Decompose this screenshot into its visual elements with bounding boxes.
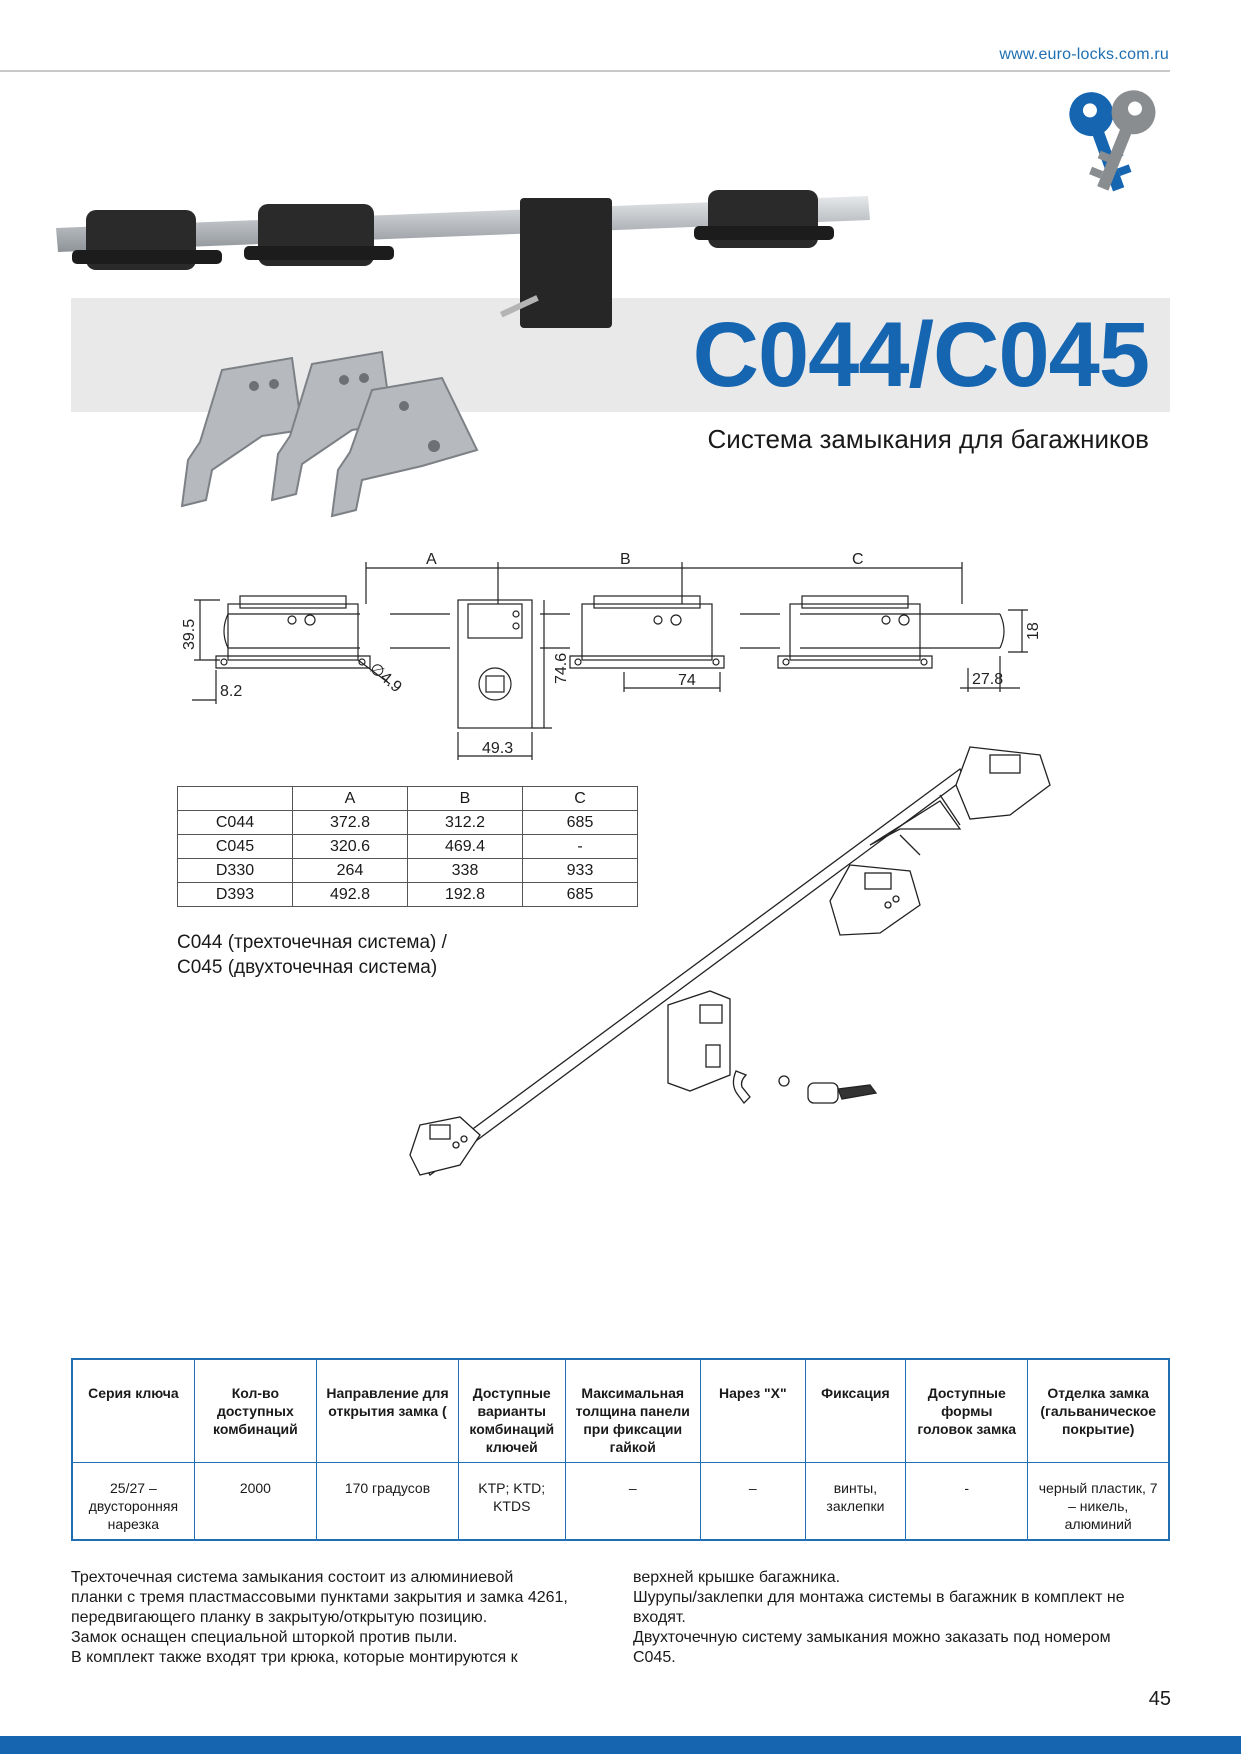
table-cell: – xyxy=(700,1463,805,1541)
site-url[interactable]: www.euro-locks.com.ru xyxy=(999,46,1169,63)
assembly-drawing xyxy=(400,745,1060,1275)
table-cell: 320.6 xyxy=(293,835,408,859)
table-row xyxy=(72,1463,1169,1541)
description-line: В комплект также входят три крюка, которые монтируются к xyxy=(71,1649,518,1666)
table-cell: винты, заклепки xyxy=(805,1463,905,1541)
lock-point-left xyxy=(216,596,370,668)
assembly-washer xyxy=(779,1076,789,1086)
table-cell: 933 xyxy=(523,859,638,883)
description-left xyxy=(71,1568,611,1668)
dim-spacing: 74 xyxy=(678,672,696,689)
table-cell: D393 xyxy=(178,883,293,907)
page-title: C044/C045 xyxy=(692,304,1149,406)
lock-body xyxy=(458,600,532,728)
table-header-cell: Кол-во доступных комбинаций xyxy=(194,1359,316,1463)
top-rule xyxy=(0,70,1170,72)
table-cell: 469.4 xyxy=(408,835,523,859)
table-cell: 25/27 – двусторонняя нарезка xyxy=(72,1463,194,1541)
table-cell: C045 xyxy=(178,835,293,859)
dimension-lines xyxy=(366,562,962,604)
description-line: Двухточечную систему замыкания можно заказать под номером xyxy=(633,1629,1111,1646)
table-cell: – xyxy=(565,1463,700,1541)
description-line: верхней крышке багажника. xyxy=(633,1569,841,1586)
assembly-lock-point-bottom xyxy=(410,1117,480,1175)
system-note-line: C044 (трехточечная система) / xyxy=(177,932,447,953)
table-cell: 192.8 xyxy=(408,883,523,907)
table-cell: 492.8 xyxy=(293,883,408,907)
page-subtitle: Система замыкания для багажников xyxy=(707,424,1149,454)
dim-hole: ∅4.9 xyxy=(366,659,405,697)
table-cell: C044 xyxy=(178,811,293,835)
dim-offset: 8.2 xyxy=(220,683,243,700)
dim-label-b: B xyxy=(620,551,631,568)
table-header-cell: Доступные варианты комбинаций ключей xyxy=(458,1359,565,1463)
description-line: планки с тремя пластмассовыми пунктами закрытия и замка 4261, xyxy=(71,1589,568,1606)
description-line: Шурупы/заклепки для монтажа системы в багажник в комплект не xyxy=(633,1589,1125,1606)
table-header-cell: Максимальная толщина панели при фиксации гайкой xyxy=(565,1359,700,1463)
dim-bar-width: 18 xyxy=(1025,622,1042,640)
extension-dims xyxy=(192,600,1028,760)
table-cell: 338 xyxy=(408,859,523,883)
lock-point-right xyxy=(778,596,932,668)
table-cell: черный пластик, 7 – никель, алюминий xyxy=(1028,1463,1169,1541)
table-header-cell: B xyxy=(408,787,523,811)
table-cell: - xyxy=(906,1463,1028,1541)
description-right xyxy=(633,1568,1173,1668)
dim-lock-width: 49.3 xyxy=(482,740,514,757)
table-header-cell: Доступные формы головок замка xyxy=(906,1359,1028,1463)
dim-label-a: A xyxy=(426,551,437,568)
table-cell: KTP; KTD; KTDS xyxy=(458,1463,565,1541)
spec-table xyxy=(71,1358,1170,1541)
table-header-cell: Направление для открытия замка ( xyxy=(317,1359,459,1463)
system-note-line: C045 (двухточечная система) xyxy=(177,957,438,978)
technical-drawing xyxy=(180,544,1060,768)
description-line: Трехточечная система замыкания состоит из алюминиевой xyxy=(71,1569,514,1586)
assembly-cylinder-key xyxy=(808,1083,876,1103)
table-header-cell: Нарез "X" xyxy=(700,1359,805,1463)
table-header-cell: Фиксация xyxy=(805,1359,905,1463)
table-cell: D330 xyxy=(178,859,293,883)
dim-label-c: C xyxy=(852,551,864,568)
table-cell: 685 xyxy=(523,811,638,835)
assembly-lock-point-top xyxy=(870,747,1050,855)
table-header-cell: Отделка замка (гальваническое покрытие) xyxy=(1028,1359,1169,1463)
dim-height: 39.5 xyxy=(181,618,198,650)
assembly-lock-body xyxy=(668,991,730,1091)
product-photo-hooks xyxy=(142,350,487,530)
table-cell: 372.8 xyxy=(293,811,408,835)
bottom-bar xyxy=(0,1736,1241,1754)
table-header-cell xyxy=(178,787,293,811)
description-line: Замок оснащен специальной шторкой против пыли. xyxy=(71,1629,458,1646)
table-cell: 264 xyxy=(293,859,408,883)
table-cell: - xyxy=(523,835,638,859)
table-cell: 312.2 xyxy=(408,811,523,835)
dim-end-offset: 27.8 xyxy=(972,671,1004,688)
description-line: C045. xyxy=(633,1649,676,1666)
dim-lock-height: 74.6 xyxy=(553,652,570,684)
table-cell: 685 xyxy=(523,883,638,907)
assembly-lock-point-middle xyxy=(830,865,920,935)
assembly-hook xyxy=(733,1071,750,1103)
table-cell: 2000 xyxy=(194,1463,316,1541)
bar-outline xyxy=(224,614,1004,648)
table-header-cell: C xyxy=(523,787,638,811)
table-cell: 170 градусов xyxy=(317,1463,459,1541)
keys-logo-icon xyxy=(1062,86,1170,206)
description-line: передвигающего планку в закрытую/открытую позицию. xyxy=(71,1609,488,1626)
table-header-cell: Серия ключа xyxy=(72,1359,194,1463)
spec-table-header xyxy=(72,1359,1169,1463)
page-number: 45 xyxy=(1148,1688,1171,1710)
lock-point-middle xyxy=(570,596,724,668)
table-header-cell: A xyxy=(293,787,408,811)
description-line: входят. xyxy=(633,1609,686,1626)
